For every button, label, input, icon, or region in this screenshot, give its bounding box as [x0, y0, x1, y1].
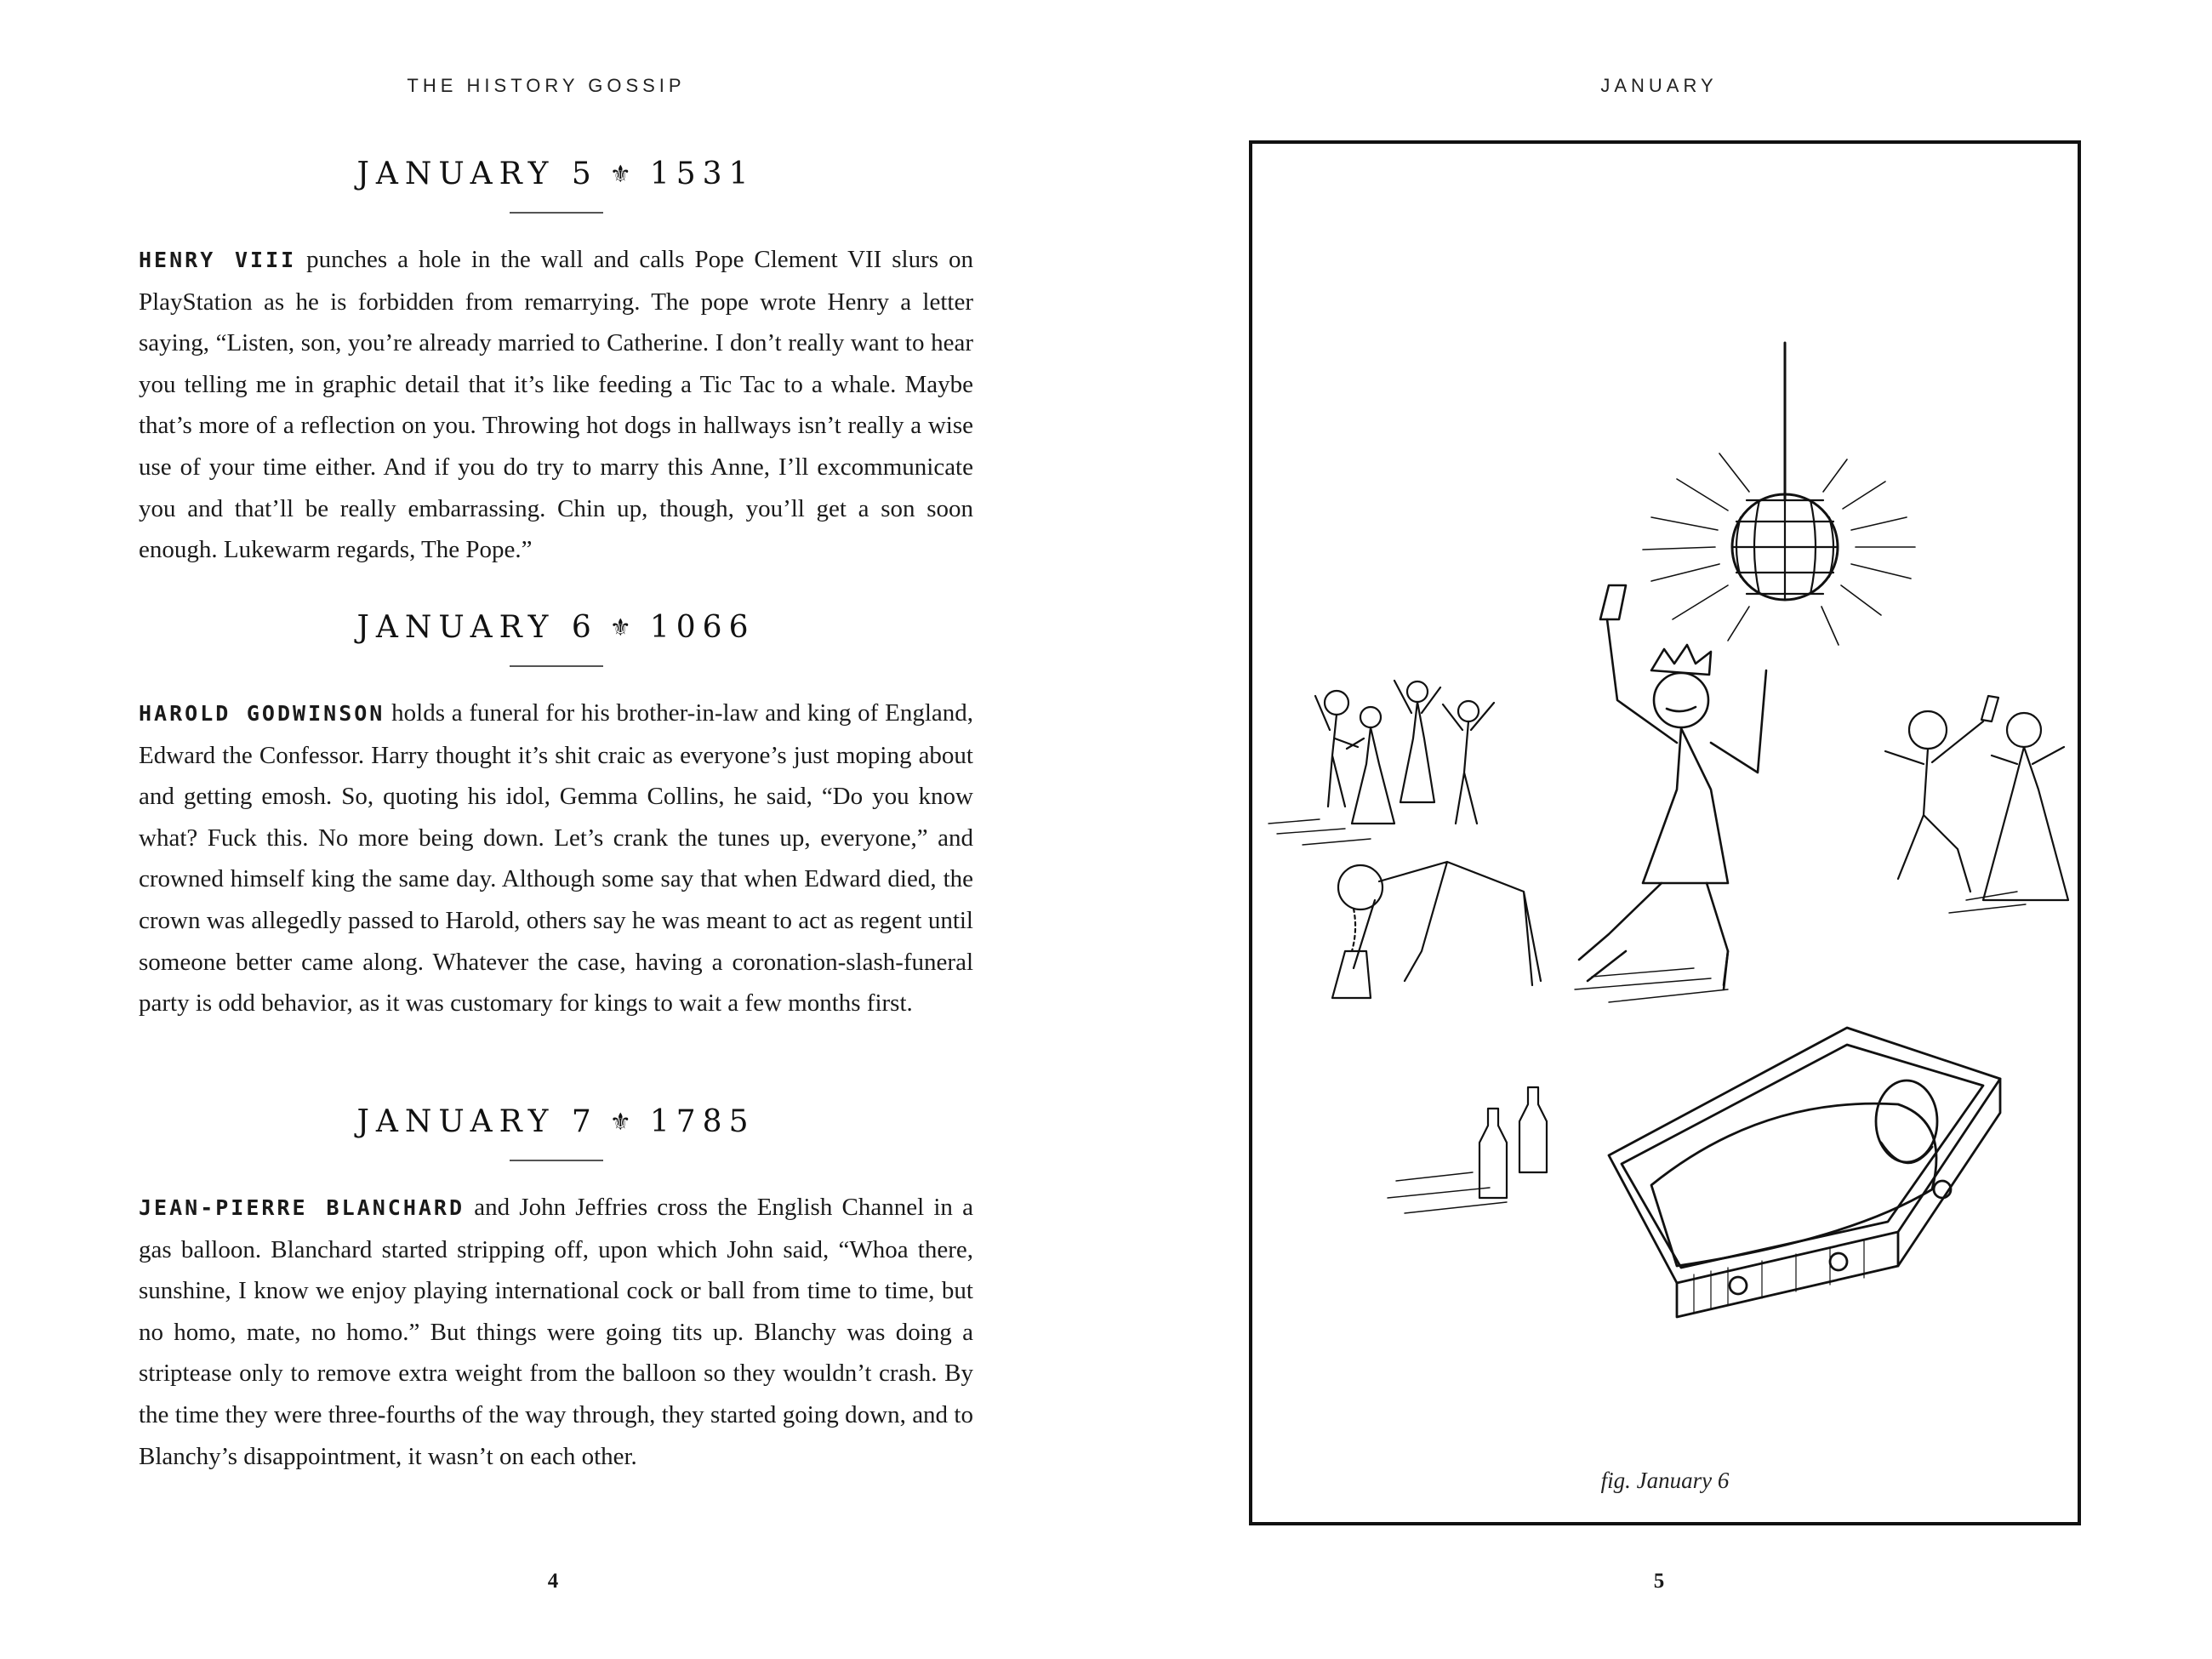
heading-divider — [510, 665, 603, 667]
entry-year: 1785 — [649, 1104, 755, 1139]
entry-heading — [139, 156, 973, 193]
dancing-woman-right — [1983, 713, 2068, 900]
entry-january-5 — [139, 156, 973, 571]
dancing-woman-red-dress — [1394, 681, 1440, 802]
dancing-man-right — [1885, 696, 1998, 892]
entry-text: punches a hole in the wall and calls Pope Clement VII slurs on PlayStation as he is forbidden from remarrying. The pope wrote Henry a letter saying, “Listen, son, you’re already married to Catherine. I don’t really want to hear you telling me in graphic detail that it’s like feeding a Tic Tac to a whale. Maybe that’s more of a reflection on you. Throwing hot dogs in hallways isn’t really a wise use of your time either. And if you do try to marry this Anne, I’ll excommunicate you and that’ll be really embarrassing. Chin up, though, you’ll get a son soon enough. Lukewarm regards, The Pope.” — [139, 246, 973, 564]
entry-date: JANUARY 7 — [356, 1104, 598, 1139]
illustration-frame — [1249, 140, 2081, 1525]
entry-date: JANUARY 6 — [356, 610, 598, 645]
entry-heading — [139, 609, 973, 647]
fleur-de-lis-icon: ⚜ — [609, 613, 631, 641]
coffin-hatching — [1694, 1240, 1864, 1313]
entry-body — [139, 1187, 973, 1477]
coffin-handle — [1730, 1277, 1747, 1294]
entry-year: 1066 — [649, 610, 755, 645]
wine-glass-icon — [1981, 696, 1998, 721]
running-head-month: JANUARY — [1600, 75, 1718, 96]
bottles — [1479, 1087, 1547, 1198]
coffin — [1609, 1028, 2000, 1317]
figure-caption: fig. January 6 — [1600, 1468, 1730, 1493]
entry-text: and John Jeffries cross the English Channel in a gas balloon. Blanchard started stripping off, upon which John said, “Whoa there, sunshine, I know we enjoy playing international cock or ball from time to time, but no homo, mate, no homo.” But things were going tits up. Blanchy was doing a striptease only to remove extra weight from the balloon so they wouldn’t crash. By the time they were three-fourths of the way through, they started going down, and to Blanchy’s disappointment, it wasn’t on each other. — [139, 1194, 973, 1470]
fleur-de-lis-icon: ⚜ — [609, 160, 631, 188]
man-vomiting — [1332, 862, 1541, 998]
illustration-funeral-party — [1251, 143, 2078, 1523]
entry-body — [139, 693, 973, 1024]
bucket-icon — [1332, 951, 1371, 998]
entry-heading — [139, 1103, 973, 1141]
coffin-handle — [1830, 1253, 1847, 1270]
page-number: 5 — [1653, 1570, 1665, 1593]
entry-year: 1531 — [649, 157, 755, 191]
entry-january-6 — [139, 609, 973, 1024]
disco-ball-icon — [1732, 494, 1838, 600]
heading-divider — [510, 1160, 603, 1161]
dancing-man-raised-arms — [1443, 701, 1494, 824]
entry-text: holds a funeral for his brother-in-law and king of England, Edward the Confessor. Harry thought it’s shit craic as everyone’s just moping about and getting emosh. So, quoting his idol, Gemma Collins, he said, “Do you know what? Fuck this. No more being down. Let’s crank the tunes up, everyone,” and crowned himself king the same day. Although some say that when Edward died, the crown was allegedly passed to Harold, others say he was meant to act as regent until someone better came along. Whatever the case, having a coronation-slash-funeral party is odd behavior, as it was customary for kings to wait a few months first. — [139, 699, 974, 1018]
bottle-icon — [1519, 1087, 1547, 1172]
entry-subject-name: HENRY VIII — [139, 248, 297, 272]
entry-body — [139, 239, 973, 571]
fleur-de-lis-icon: ⚜ — [609, 1108, 631, 1136]
bottle-icon — [1479, 1109, 1507, 1198]
entry-date: JANUARY 5 — [356, 157, 598, 191]
crown-icon — [1651, 645, 1711, 675]
floor-shading — [1268, 819, 2026, 1213]
king-dancing — [1579, 585, 1766, 989]
heading-divider — [510, 212, 603, 214]
entry-subject-name: HAROLD GODWINSON — [139, 701, 385, 726]
page-number: 4 — [547, 1570, 559, 1593]
dancing-couple — [1315, 691, 1394, 824]
running-head-book-title: THE HISTORY GOSSIP — [407, 75, 686, 96]
right-page — [1106, 0, 2212, 1659]
entry-subject-name: JEAN-PIERRE BLANCHARD — [139, 1195, 465, 1220]
wine-glass-icon — [1600, 585, 1626, 619]
entry-january-7 — [139, 1103, 973, 1477]
